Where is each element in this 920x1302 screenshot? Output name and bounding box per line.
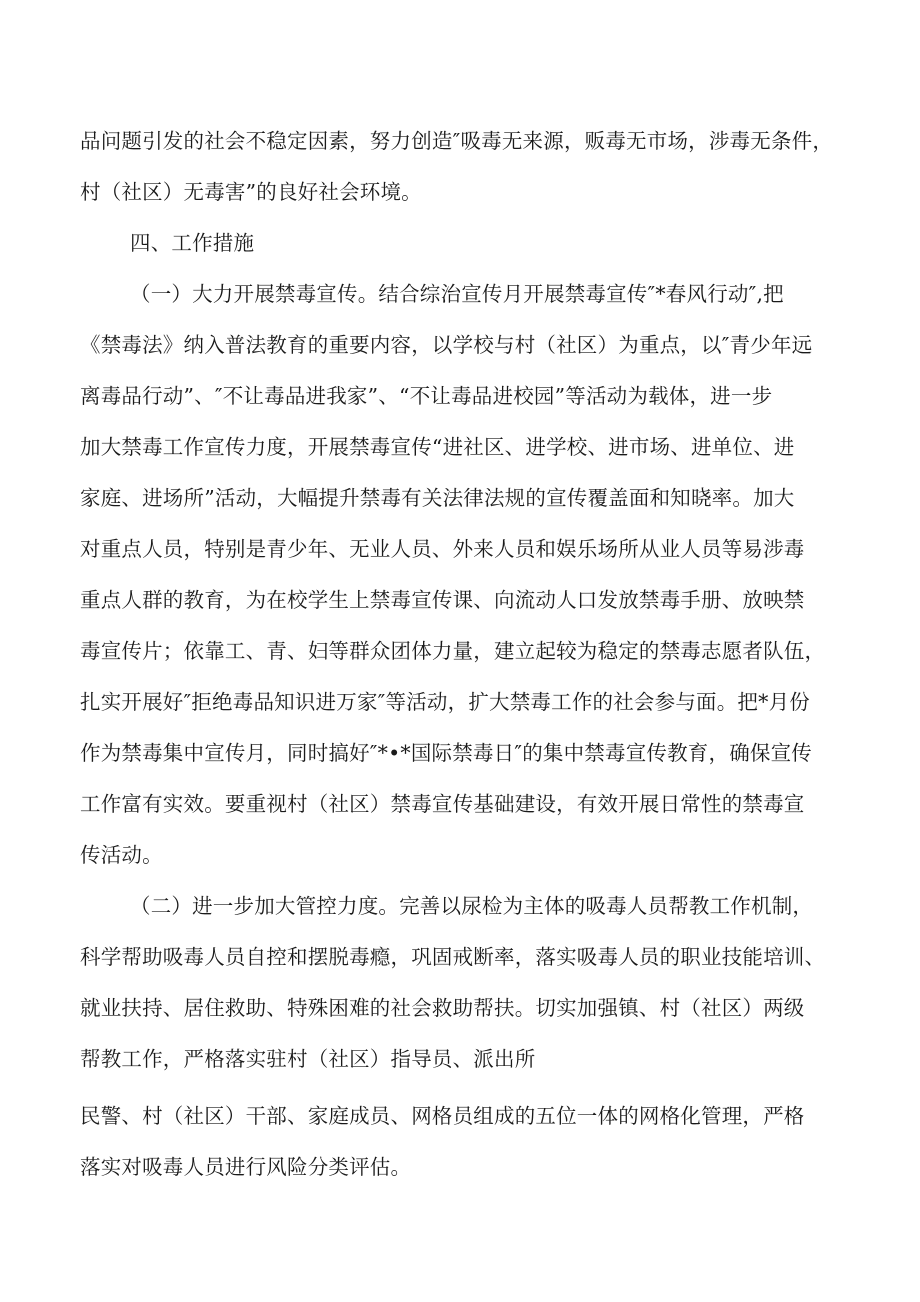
text-line: 毒宣传片；依靠工、青、妇等群众团体力量，建立起较为稳定的禁毒志愿者队伍， [80,639,826,663]
paragraph-start: （二）进一步加大管控力度。完善以尿检为主体的吸毒人员帮教工作机制， [130,894,814,918]
text-line: 村（社区）无毒害”的良好社会环境。 [80,180,422,204]
text-line: 家庭、进场所”活动，大幅提升禁毒有关法律法规的宣传覆盖面和知晓率。加大 [80,486,795,510]
section-heading: 四、工作措施 [130,231,255,255]
text-line: 作为禁毒集中宣传月，同时搞好″*•*国际禁毒日″的集中禁毒宣传教育，确保宣传 [80,741,813,765]
text-line: 民警、村（社区）干部、家庭成员、网格员组成的五位一体的网格化管理，严格 [80,1104,805,1128]
text-line: 对重点人员，特别是青少年、无业人员、外来人员和娱乐场所从业人员等易涉毒 [80,537,805,561]
paragraph-start: （一）大力开展禁毒宣传。结合综治宣传月开展禁毒宣传″*春风行动″,把 [130,282,784,306]
text-line: 重点人群的教育，为在校学生上禁毒宣传课、向流动人口发放禁毒手册、放映禁 [80,588,805,612]
text-line: 《禁毒法》纳入普法教育的重要内容，以学校与村（社区）为重点，以″青少年远 [80,333,813,357]
text-line: 工作富有实效。要重视村（社区）禁毒宣传基础建设，有效开展日常性的禁毒宣 [80,792,805,816]
text-line: 落实对吸毒人员进行风险分类评估。 [80,1155,412,1179]
text-line: 帮教工作，严格落实驻村（社区）指导员、派出所 [80,1047,536,1071]
text-line: 传活动。 [80,843,163,867]
text-line: 离毒品行动”、″不让毒品进我家”、“不让毒品进校园”等活动为载体，进一步 [80,384,773,408]
text-line: 科学帮助吸毒人员自控和摆脱毒瘾，巩固戒断率，落实吸毒人员的职业技能培训、 [80,945,826,969]
text-line: 加大禁毒工作宣传力度，开展禁毒宣传“进社区、进学校、进市场、进单位、进 [80,435,795,459]
text-line: 品问题引发的社会不稳定因素，努力创造″吸毒无来源，贩毒无市场，涉毒无条件， [80,129,834,153]
text-line: 就业扶持、居住救助、特殊困难的社会救助帮扶。切实加强镇、村（社区）两级 [80,996,805,1020]
text-line: 扎实开展好″拒绝毒品知识进万家″等活动，扩大禁毒工作的社会参与面。把*月份 [80,690,810,714]
